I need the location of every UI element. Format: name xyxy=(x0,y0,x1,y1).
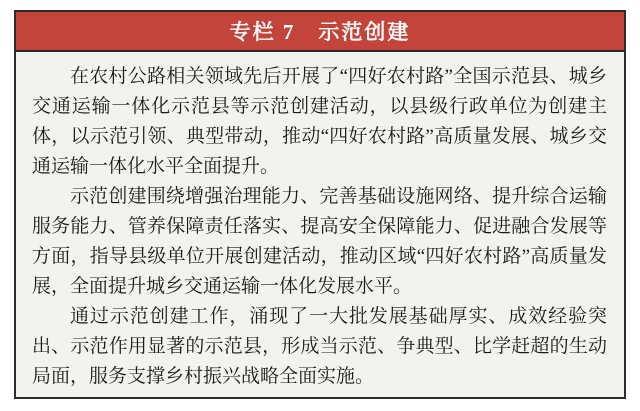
panel-body xyxy=(16,52,624,392)
paragraph-2: 示范创建围绕增强治理能力、完善基础设施网络、提升综合运输服务能力、管养保障责任落实、提高安全保障能力、促进融合发展等方面，指导县级单位开展创建活动，推动区域“四好农村路”高质量发展，全面提升城乡交通运输一体化发展水平。 xyxy=(32,186,607,297)
panel-title: 专栏 7 示范创建 xyxy=(229,20,411,44)
column-panel xyxy=(14,10,626,399)
paragraph-3: 通过示范创建工作，涌现了一大批发展基础厚实、成效经验突出、示范作用显著的示范县，形成当示范、争典型、比学赶超的生动局面，服务支撑乡村振兴战略全面实施。 xyxy=(32,306,607,387)
panel-header xyxy=(16,12,624,52)
paragraph-1: 在农村公路相关领域先后开展了“四好农村路”全国示范县、城乡交通运输一体化示范县等示范创建活动，以县级行政单位为创建主体，以示范引领、典型带动，推动“四好农村路”高质量发展、城乡交通运输一体化水平全面提升。 xyxy=(32,66,607,177)
